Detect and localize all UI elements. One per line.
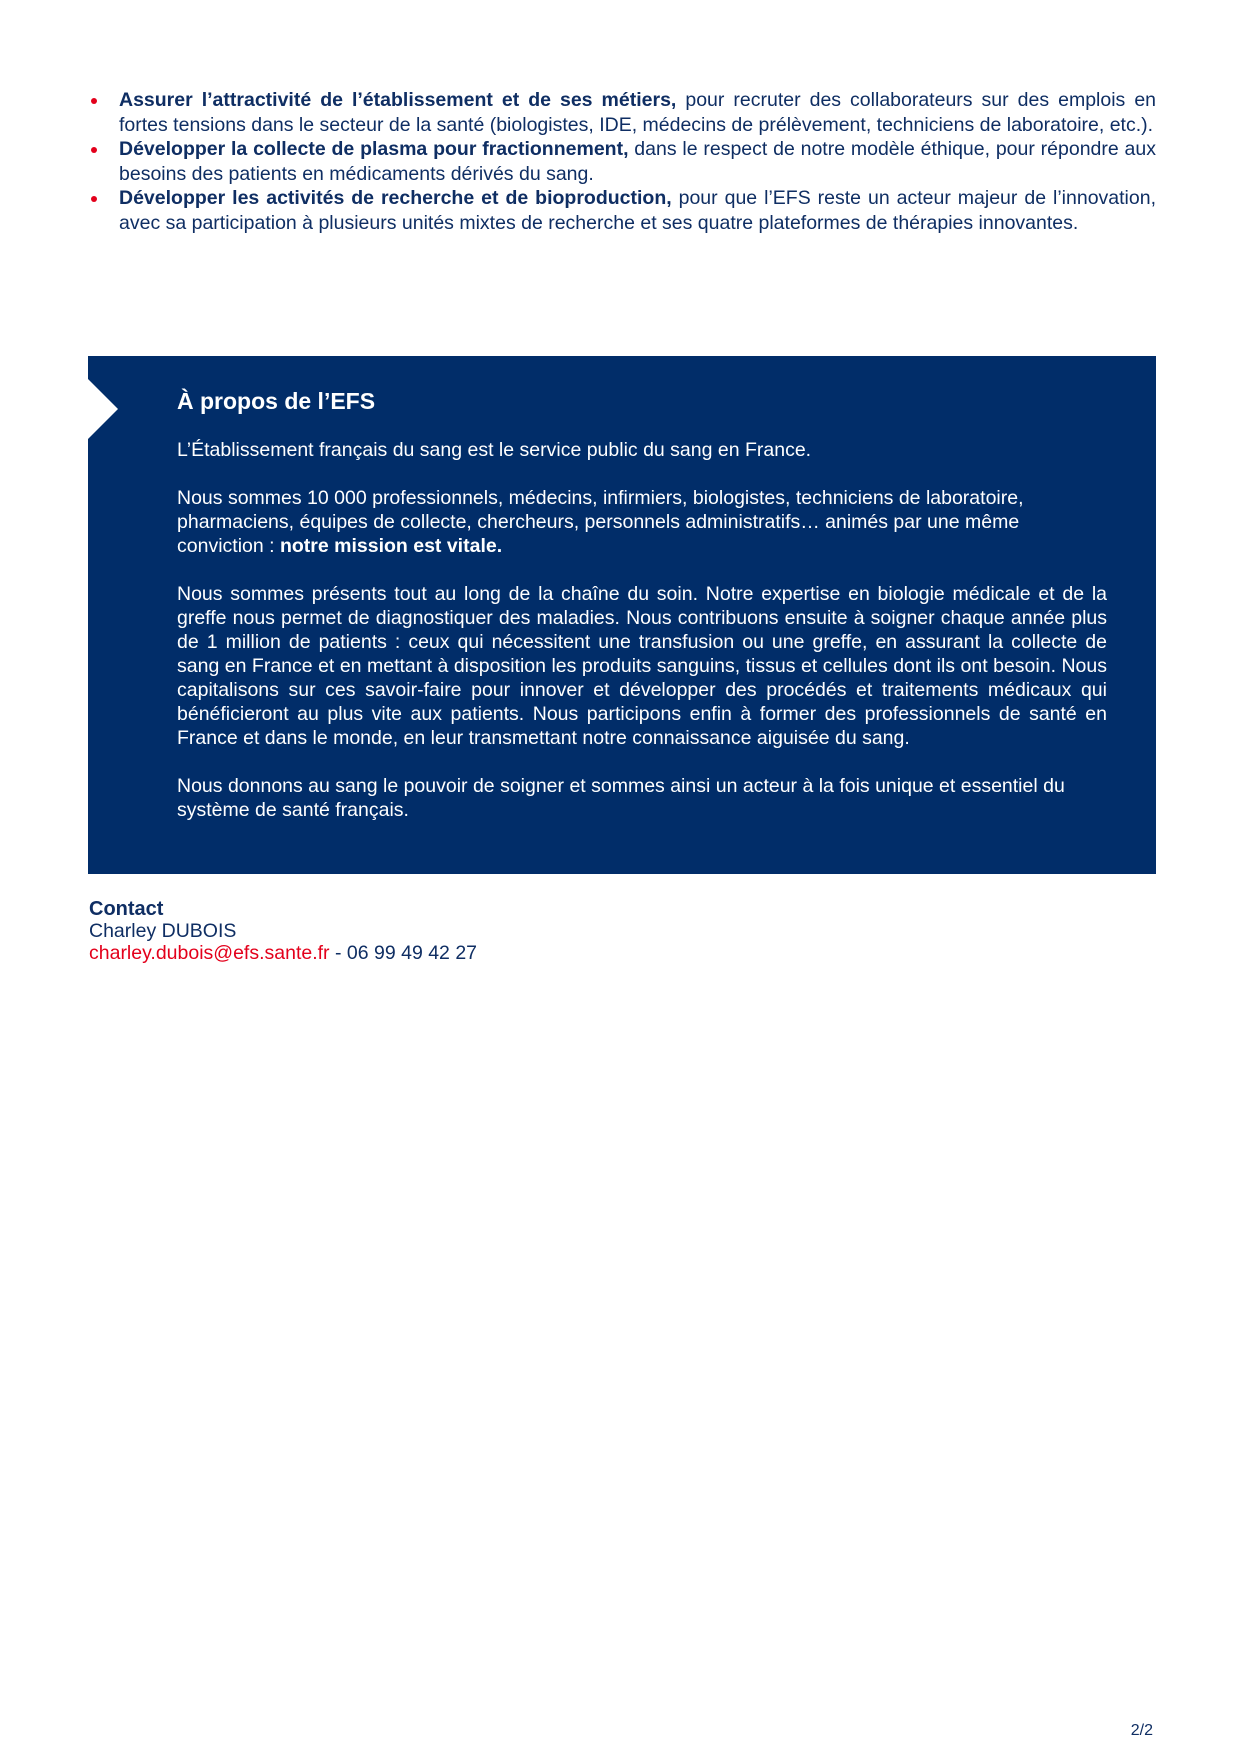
bullet-lead-text: Développer les activités de recherche et de bioproduction,: [119, 187, 672, 209]
contact-name: Charley DUBOIS: [89, 920, 237, 942]
about-paragraph-team: [177, 486, 1107, 558]
list-item: [89, 186, 1156, 235]
contact-phone: - 06 99 49 42 27: [329, 942, 478, 964]
bullet-lead-text: Assurer l’attractivité de l’établissement et de ses métiers,: [119, 89, 677, 111]
chevron-right-icon: [88, 379, 118, 439]
about-efs-box: [88, 356, 1156, 874]
priorities-list: [89, 88, 1156, 235]
contact-line: [89, 942, 477, 964]
bullet-lead-text: Développer la collecte de plasma pour fractionnement,: [119, 138, 629, 160]
page-number: 2/2: [1130, 1722, 1153, 1739]
bullet-dot-icon: [91, 98, 97, 104]
about-paragraph-care: Nous sommes présents tout au long de la chaîne du soin. Notre expertise en biologie médicale et de la greffe nous permet de diagnostiquer des maladies. Nous contribuons ensuite à soigner chaque année plus de 1 million de patients : ceux qui nécessitent une transfusion ou une greffe, en assurant la collecte de sang en France et en mettant à disposition les produits sanguins, tissus et cellules dont ils ont besoin. Nous capitalisons sur ces savoir-faire pour innover et développer des procédés et traitements médicaux qui bénéficieront au plus vite aux patients. Nous participons enfin à former des professionnels de santé en France et dans le monde, en leur transmettant notre connaissance aiguisée du sang.: [177, 583, 1107, 749]
bullet-dot-icon: [91, 196, 97, 202]
list-item: [89, 88, 1156, 137]
contact-block: [89, 898, 477, 964]
bullet-text: pour que l’EFS reste un acteur majeur de l’innovation, avec sa participation à plusieurs unités mixtes de recherche et ses quatre plateformes de thérapies innovantes.: [119, 187, 1156, 234]
contact-email-link[interactable]: charley.dubois@efs.sante.fr: [89, 942, 330, 964]
bullet-text: dans le respect de notre modèle éthique, pour répondre aux besoins des patients en médicaments dérivés du sang.: [119, 138, 1156, 185]
about-team-text: Nous sommes 10 000 professionnels, médecins, infirmiers, biologistes, techniciens de laboratoire, pharmaciens, équipes de collecte, chercheurs, personnels administratifs… animés par une même conviction :: [177, 487, 1024, 557]
bullet-dot-icon: [91, 147, 97, 153]
about-title: À propos de l’EFS: [177, 388, 376, 414]
about-body: [177, 438, 1107, 846]
about-paragraph-intro: L’Établissement français du sang est le service public du sang en France.: [177, 439, 812, 461]
about-paragraph-conclusion: Nous donnons au sang le pouvoir de soigner et sommes ainsi un acteur à la fois unique et essentiel du système de santé français.: [177, 775, 1065, 821]
contact-title: Contact: [89, 898, 164, 920]
bullet-text: pour recruter des collaborateurs sur des emplois en fortes tensions dans le secteur de la santé (biologistes, IDE, médecins de prélèvement, techniciens de laboratoire, etc.).: [119, 89, 1157, 136]
list-item: [89, 137, 1156, 186]
about-mission-text: notre mission est vitale.: [279, 535, 503, 557]
